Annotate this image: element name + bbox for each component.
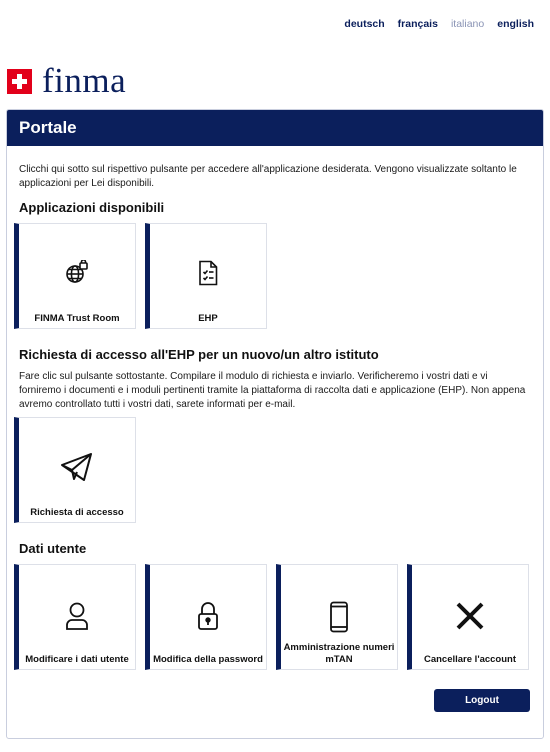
swiss-flag-icon <box>7 69 32 94</box>
lang-italiano[interactable]: italiano <box>450 18 485 30</box>
portal-title: Portale <box>7 110 543 146</box>
tile-amministrazione-mtan[interactable] <box>276 564 398 670</box>
tile-modifica-password[interactable] <box>145 564 267 670</box>
globe-lock-icon <box>19 260 135 286</box>
tile-modificare-dati-utente[interactable] <box>14 564 136 670</box>
logout-button[interactable]: Logout <box>434 689 530 712</box>
user-heading: Dati utente <box>19 541 87 556</box>
language-switcher <box>344 18 534 30</box>
paper-plane-icon <box>19 452 135 482</box>
access-heading: Richiesta di accesso all'EHP per un nuovo/un altro istituto <box>19 347 379 362</box>
intro-text: Clicchi qui sotto sul rispettivo pulsante per accedere all'applicazione desiderata. Vengono visualizzate soltanto le applicazioni per Lei disponibili. <box>19 164 517 189</box>
access-description: Fare clic sul pulsante sottostante. Compilare il modulo di richiesta e inviarlo. Verificheremo i vostri dati e vi forniremo i documenti e i moduli pertinenti tramite la piattaforma di raccolta dati e applicazione (EHP). Non appena avremo controllato tutti i vostri dati, sarete informati per e-mail. <box>19 371 526 410</box>
lang-francais[interactable]: français <box>397 18 438 30</box>
tile-label: Modifica della password <box>153 654 263 665</box>
tile-label: Richiesta di accesso <box>30 507 124 518</box>
tile-label: Amministrazione numeri mTAN <box>283 642 395 665</box>
close-icon <box>412 601 528 631</box>
apps-heading: Applicazioni disponibili <box>19 200 165 215</box>
checklist-document-icon <box>150 260 266 286</box>
tile-label: Modificare i dati utente <box>25 654 129 665</box>
finma-logo[interactable] <box>7 61 127 100</box>
tile-label: FINMA Trust Room <box>34 313 120 324</box>
padlock-icon <box>150 601 266 631</box>
smartphone-icon <box>281 601 397 633</box>
user-icon <box>19 601 135 631</box>
tile-label: Cancellare l'account <box>423 654 517 665</box>
logo-text: finma <box>42 61 127 100</box>
tile-label: EHP <box>198 313 218 324</box>
lang-deutsch[interactable]: deutsch <box>344 18 385 30</box>
tile-cancellare-account[interactable] <box>407 564 529 670</box>
tile-ehp[interactable] <box>145 223 267 329</box>
tile-richiesta-di-accesso[interactable] <box>14 417 136 523</box>
lang-english[interactable]: english <box>497 18 534 30</box>
tile-finma-trust-room[interactable] <box>14 223 136 329</box>
